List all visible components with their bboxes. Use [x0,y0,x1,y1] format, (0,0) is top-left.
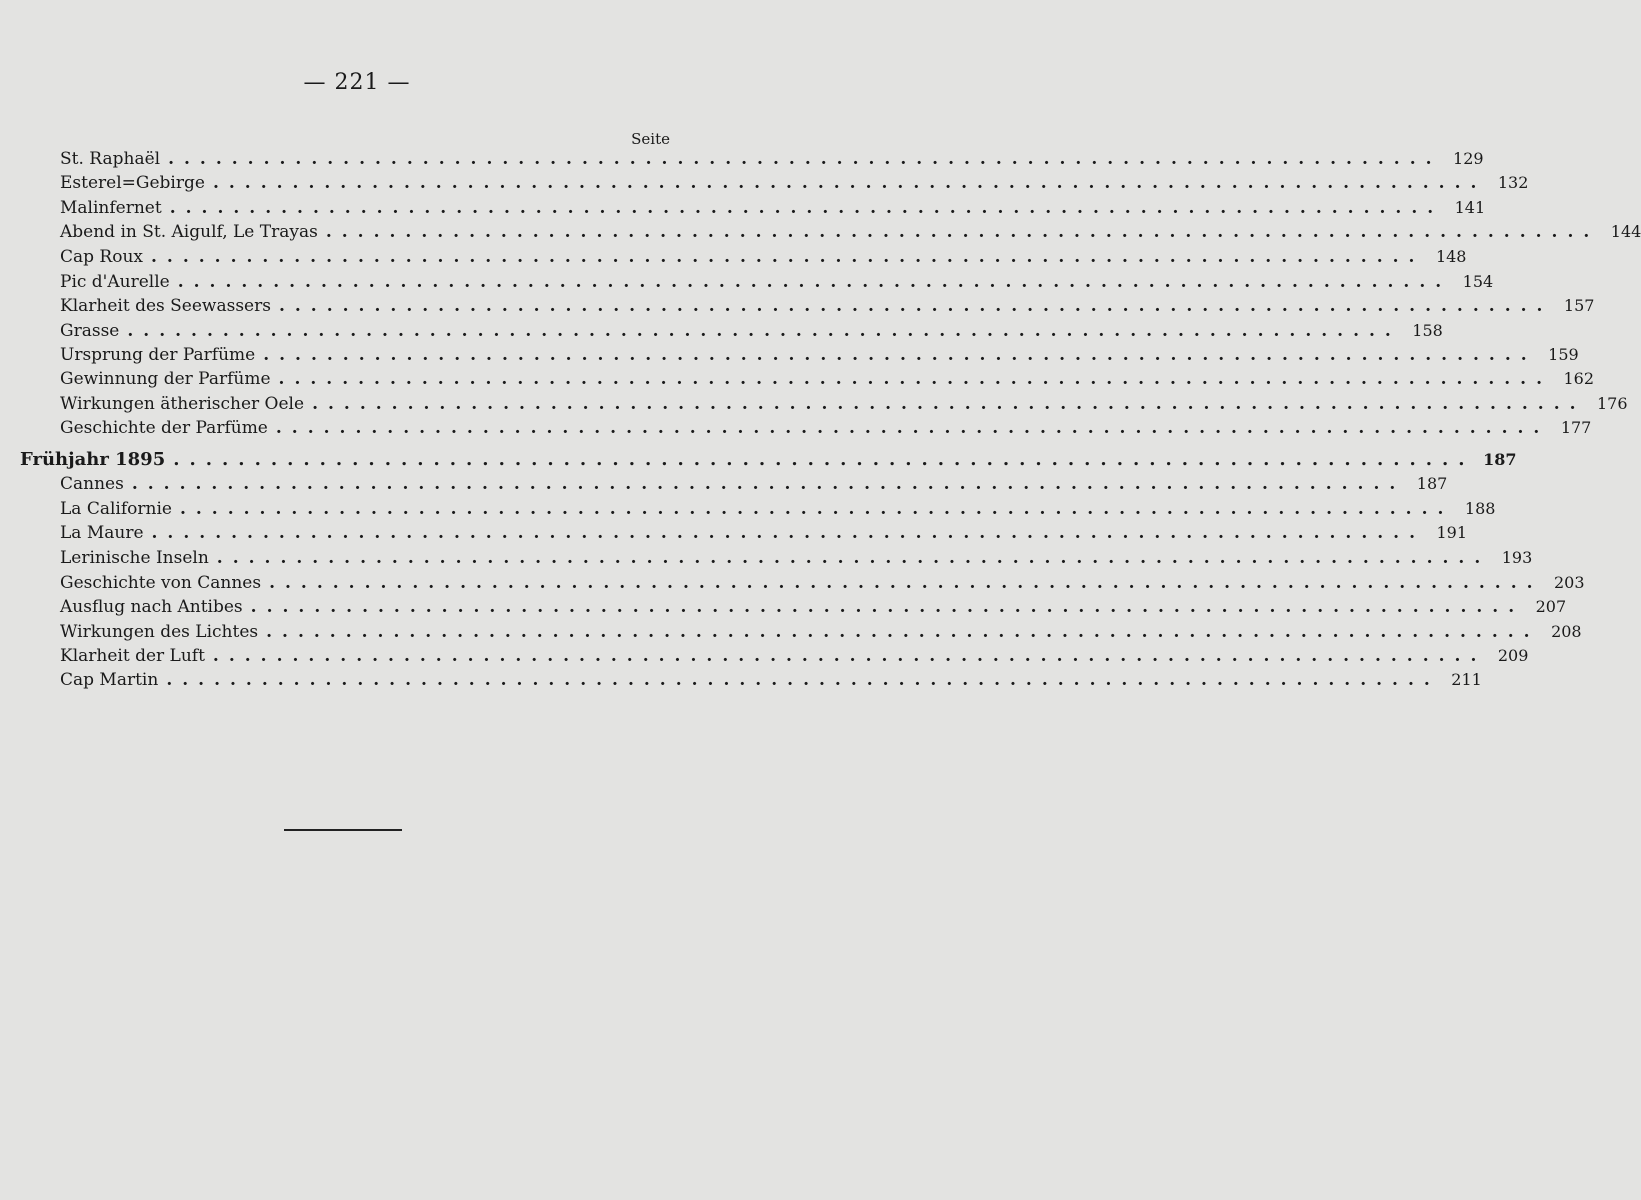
toc-entry-page: 177 [1560,418,1592,437]
toc-entry [60,474,1448,498]
toc-entry-title: La Californie [60,499,172,519]
toc-entry-page: 188 [1464,499,1496,518]
page-column-heading: Seite [631,130,670,148]
toc-entry-page: 209 [1497,646,1529,665]
dot-leader: ................................................................................ [269,573,1543,593]
toc-entry [60,523,1467,547]
toc-entry-page: 129 [1453,149,1484,168]
end-rule [284,829,402,831]
toc-entry-page: 154 [1462,272,1494,291]
toc-entry [60,418,1592,442]
dot-leader: ................................................................................ [177,272,1452,292]
toc-entry-title: Abend in St. Aigulf, Le Trayas [60,222,318,242]
toc-entry-title: Geschichte der Parfüme [60,418,268,438]
dot-leader: ................................................................................ [168,149,1442,169]
toc-entry-title: La Maure [60,523,144,543]
toc-entry-title: Cap Martin [60,670,159,690]
dot-leader: ................................................................................ [278,296,1553,316]
toc-entry-title: Pic d'Aurelle [60,272,170,292]
toc-entry [60,345,1579,369]
toc-entry [60,296,1595,320]
dot-leader: ................................................................................ [131,474,1406,494]
toc-entry [60,622,1582,646]
toc-entry-title: Klarheit der Luft [60,646,205,666]
toc-entry [60,173,1529,197]
toc-entry [60,198,1486,222]
toc-entry-title: St. Raphaël [60,149,161,169]
dot-leader: ................................................................................ [216,548,1491,568]
dot-leader: ................................................................................ [212,173,1487,193]
toc-entry-page: 144 [1610,222,1641,241]
toc-entry-title: Esterel=Gebirge [60,173,205,193]
toc-entry-title: Wirkungen des Lichtes [60,622,259,642]
dot-leader: ................................................................................ [312,394,1586,414]
toc-entry-page: 148 [1435,247,1467,266]
dot-leader: ................................................................................ [275,418,1550,438]
toc-entry-page: 211 [1451,670,1482,689]
toc-entry-page: 203 [1554,573,1585,592]
dot-leader: ................................................................................ [212,646,1487,666]
toc-entry-page: 191 [1436,523,1467,542]
toc-entry [60,646,1529,670]
toc-entry-title: Gewinnung der Parfüme [60,369,271,389]
toc-entry [60,222,1641,246]
toc-section-heading [20,449,1517,473]
toc-entry-title: Wirkungen ätherischer Oele [60,394,305,414]
toc-entry-page: 207 [1535,597,1567,616]
toc-entry-page: 158 [1412,321,1443,340]
toc-entry-page: 176 [1597,394,1628,413]
toc-entry-page: 157 [1563,296,1595,315]
toc-entry [60,149,1484,173]
toc-entry-page: 162 [1563,369,1595,388]
toc-entry [60,499,1496,523]
toc-entry-title: Malinfernet [60,198,162,218]
toc-entry-title: Lerinische Inseln [60,548,209,568]
toc-entry [60,321,1443,345]
toc-entry [60,670,1482,694]
dot-leader: ................................................................................ [127,321,1401,341]
toc-entry [60,247,1467,271]
dot-leader: ................................................................................ [173,449,1475,470]
dot-leader: ................................................................................ [266,622,1540,642]
toc-entry-title: Ursprung der Parfüme [60,345,256,365]
dot-leader: ................................................................................ [325,222,1600,242]
page-number: — 221 — [303,70,411,95]
dot-leader: ................................................................................ [151,247,1425,267]
toc-entry-page: 187 [1416,474,1448,493]
toc-entry-page: 141 [1454,198,1486,217]
dot-leader: ................................................................................ [166,670,1440,690]
dot-leader: ................................................................................ [250,597,1525,617]
toc-entry-title: Grasse [60,321,120,341]
toc-entry-page: 132 [1497,173,1529,192]
dot-leader: ................................................................................ [263,345,1537,365]
toc-entry-page: 193 [1501,548,1533,567]
dot-leader: ................................................................................ [179,499,1454,519]
toc-entry [60,369,1595,393]
toc-entry-title: Cap Roux [60,247,143,267]
toc-entry [60,548,1533,572]
toc-entry-page: 208 [1551,622,1582,641]
dot-leader: ................................................................................ [169,198,1444,218]
toc-entry-title: Ausflug nach Antibes [60,597,243,617]
toc-entry [60,394,1628,418]
toc-entry [60,597,1567,621]
dot-leader: ................................................................................ [278,369,1553,389]
toc-entry [60,272,1494,296]
dot-leader: ................................................................................ [151,523,1425,543]
toc-entry-title: Geschichte von Cannes [60,573,262,593]
toc-entry-title: Klarheit des Seewassers [60,296,271,316]
toc-entry [60,573,1585,597]
toc-entry-page: 159 [1548,345,1579,364]
toc-entry-title: Cannes [60,474,124,494]
toc-entry-page: 187 [1483,450,1517,469]
toc-entry-title: Frühjahr 1895 [20,449,166,470]
